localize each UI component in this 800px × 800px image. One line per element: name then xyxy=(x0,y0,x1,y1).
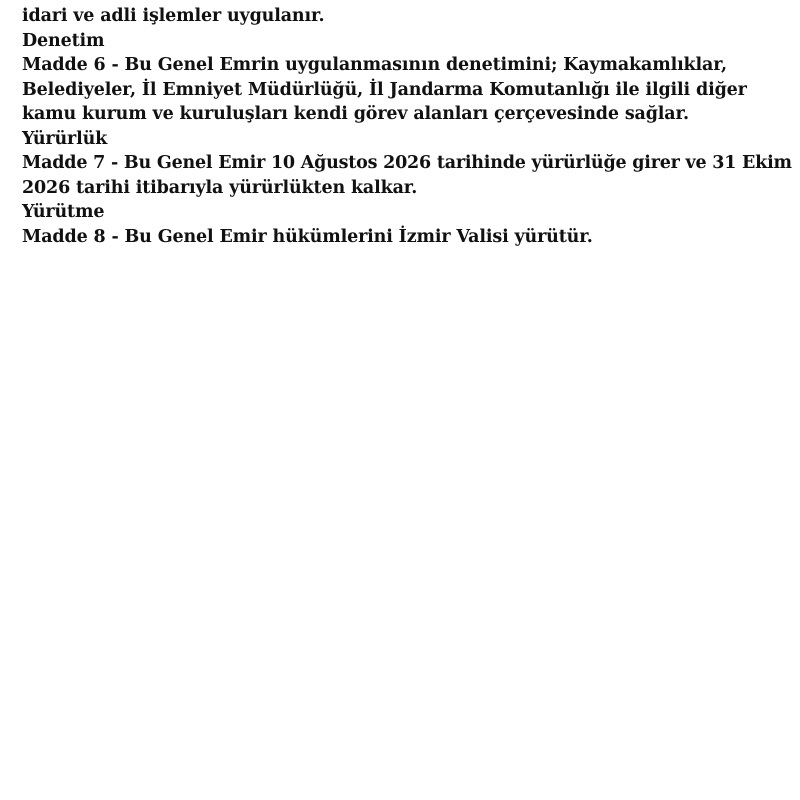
section-heading-yururluk: Yürürlük xyxy=(22,128,108,149)
article-8-line-1: Madde 8 - Bu Genel Emir hükümlerini İzmir Valisi yürütür. xyxy=(22,226,593,247)
article-6-line-1: Madde 6 - Bu Genel Emrin uygulanmasının denetimini; Kaymakamlıklar, xyxy=(22,55,727,75)
article-7-line-2: 2026 tarihi itibarıyla yürürlükten kalkar. xyxy=(22,177,418,198)
article-6-line-2: Belediyeler, İl Emniyet Müdürlüğü, İl Jandarma Komutanlığı ile ilgili diğer xyxy=(22,79,747,100)
section-heading-denetim: Denetim xyxy=(22,30,105,51)
text-line-continuation: idari ve adli işlemler uygulanır. xyxy=(22,6,325,26)
article-7-line-1: Madde 7 - Bu Genel Emir 10 Ağustos 2026 tarihinde yürürlüğe girer ve 31 Ekim xyxy=(22,153,792,173)
article-6-line-3: kamu kurum ve kuruluşları kendi görev alanları çerçevesinde sağlar. xyxy=(22,104,689,124)
section-heading-yurutme: Yürütme xyxy=(22,202,105,222)
